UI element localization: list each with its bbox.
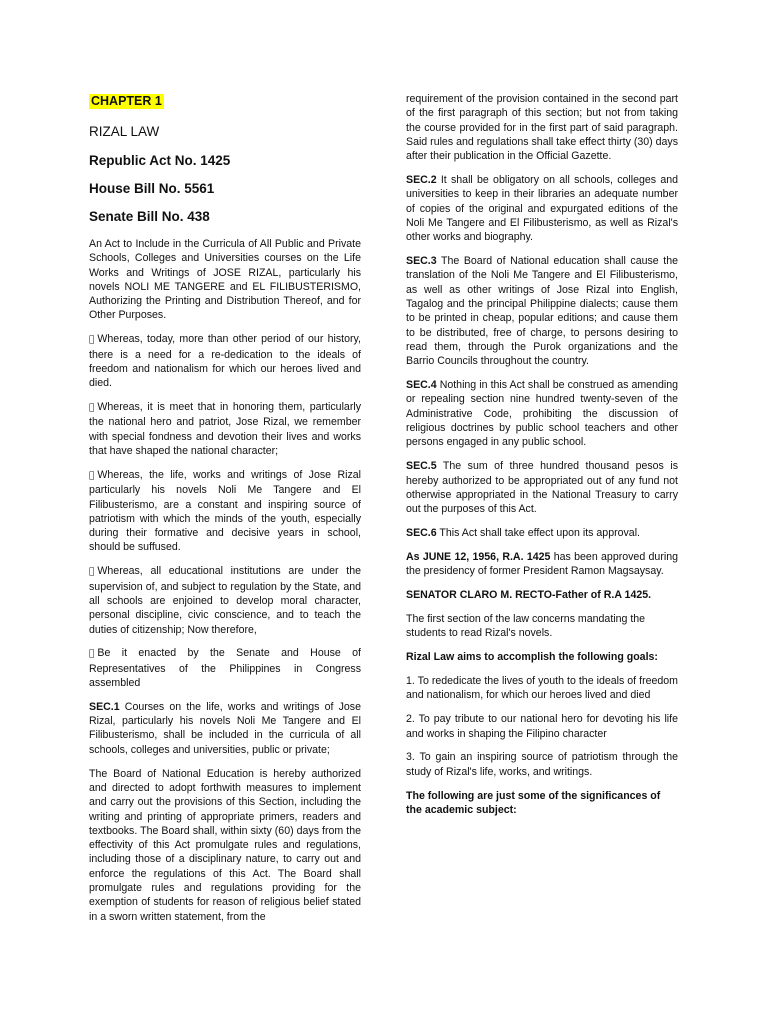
section-5-paragraph [406,459,678,516]
section-3-paragraph [406,254,678,368]
whereas-paragraph [89,400,361,458]
chapter-label: CHAPTER 1 [91,94,162,108]
enactment-text: Be it enacted by the Senate and House of Representatives of the Philippines in Congress assembled [89,647,361,689]
section-6-paragraph [406,526,678,540]
whereas-text: Whereas, all educational institutions are under the supervision of, and subject to regulation by the State, and all schools are enjoined to develop moral character, personal discipline, civic conscience, and to teach the duties of citizenship; Now therefore, [89,565,361,636]
section-text: The sum of three hundred thousand pesos is hereby authorized to be appropriated out of any fund not otherwise appropriated in the National Treasury to carry out the purposes of this Act. [406,460,678,516]
section-label: SEC.3 [406,255,437,268]
section-label: SEC.4 [406,379,437,392]
section-4-paragraph [406,378,678,449]
republic-act-number: Republic Act No. 1425 [89,153,231,168]
approval-paragraph [406,550,678,579]
house-bill-number: House Bill No. 5561 [89,181,215,196]
whereas-text: Whereas, today, more than other period of our history, there is a need for a re-dedication to the ideals of freedom and nationalism for which our heroes lived and died. [89,333,361,390]
section-label: SEC.6 [406,526,437,539]
bullet-icon [89,403,94,413]
section-text: This Act shall take effect upon its approval. [436,526,640,539]
section-2-paragraph [406,173,678,244]
goal-item: 3. To gain an inspiring source of patriotism through the study of Rizal's life, works, and writings. [406,751,678,778]
left-column [89,92,361,934]
whereas-text: Whereas, the life, works and writings of Jose Rizal particularly his novels Noli Me Tangere and El Filibusterismo, are a constant and inspiring source of patriotism with which the minds of the youth, especially during their formative and decisive years in school, should be suffused. [89,468,361,554]
significance-heading: The following are just some of the significances of the academic subject: [406,789,661,816]
whereas-paragraph [89,468,361,555]
bullet-icon [89,471,94,481]
bullet-icon [89,649,94,659]
act-intro-paragraph: An Act to Include in the Curricula of All Public and Private Schools, Colleges and Universities courses on the Life Works and Writings of JOSE RIZAL, particularly his novels NOLI ME TANGERE and EL FILIBUSTERISMO, Authorizing the Printing and Distribution Thereof, and for Other Purposes. [89,238,361,322]
right-column [406,92,678,827]
section-label: SEC.2 [406,174,437,187]
section-1-paragraph [89,700,361,757]
section-label: SEC.5 [406,460,437,473]
section-text: It shall be obligatory on all schools, colleges and universities to keep in their libraries an adequate number of copies of the original and expurgated editions of the Noli Me Tangere and El Filibusterismo, as well as Rizal's other works and biography. [406,174,678,244]
document-title: RIZAL LAW [89,124,160,139]
goal-item: 1. To rededicate the lives of youth to the ideals of freedom and nationalism, for which our heroes lived and died [406,675,678,702]
goal-item: 2. To pay tribute to our national hero for devoting his life and works in shaping the Filipino character [406,713,678,740]
goals-heading: Rizal Law aims to accomplish the following goals: [406,651,658,664]
recto-heading: SENATOR CLARO M. RECTO-Father of R.A 1425. [406,589,652,602]
enactment-paragraph [89,646,361,690]
section-text: The Board of National education shall cause the translation of the Noli Me Tangere and El Filibusterismo, as well as other writings of Jose Rizal into English, Tagalog and the principal Philippine dialects; cause them to be printed in cheap, popular editions; and cause them to be distributed, free of charge, to persons desiring to read them, through the Purok organizations and the Barrio Councils throughout the country. [406,255,678,368]
whereas-paragraph [89,332,361,390]
bullet-icon [89,567,94,577]
first-section-note: The first section of the law concerns mandating the students to read Rizal's novels. [406,612,646,640]
whereas-text: Whereas, it is meet that in honoring them, particularly the national hero and patriot, Jose Rizal, we remember with special fondness and devotion their lives and works that have shaped the national character; [89,401,361,458]
senate-bill-number: Senate Bill No. 438 [89,209,210,224]
approval-date: As JUNE 12, 1956, R.A. 1425 [406,550,551,563]
section-text: Nothing in this Act shall be construed as amending or repealing section nine hundred twenty-seven of the Administrative Code, prohibiting the discussion of religious doctrines by public school teachers and other persons engaged in any public school. [406,379,678,449]
bullet-icon [89,335,94,345]
section-label: SEC.1 [89,700,120,713]
whereas-paragraph [89,564,361,636]
approval-text: has been approved during the presidency of former President Ramon Magsaysay. [406,550,678,578]
section-text: Courses on the life, works and writings of Jose Rizal, particularly his novels Noli Me Tangere and El Filibusterismo, shall be included in the curricula of all schools, colleges and universities, public or private; [89,700,361,756]
continuation-paragraph: requirement of the provision contained in the second part of the first paragraph of this section; but not from taking the course provided for in the first part of said paragraph. Said rules and regulations shall take effect thirty (30) days after their publication in the Official Gazette. [406,93,678,163]
board-paragraph: The Board of National Education is hereby authorized and directed to adopt forthwith measures to implement and carry out the provisions of this Section, including the writing and printing of appropriate primers, readers and textbooks. The Board shall, within sixty (60) days from the effectivity of this Act promulgate rules and regulations, including those of a disciplinary nature, to carry out and enforce the regulations of this Act. The Board shall promulgate rules and regulations providing for the exemption of students for reason of religious belief stated in a sworn written statement, from the [89,767,361,923]
